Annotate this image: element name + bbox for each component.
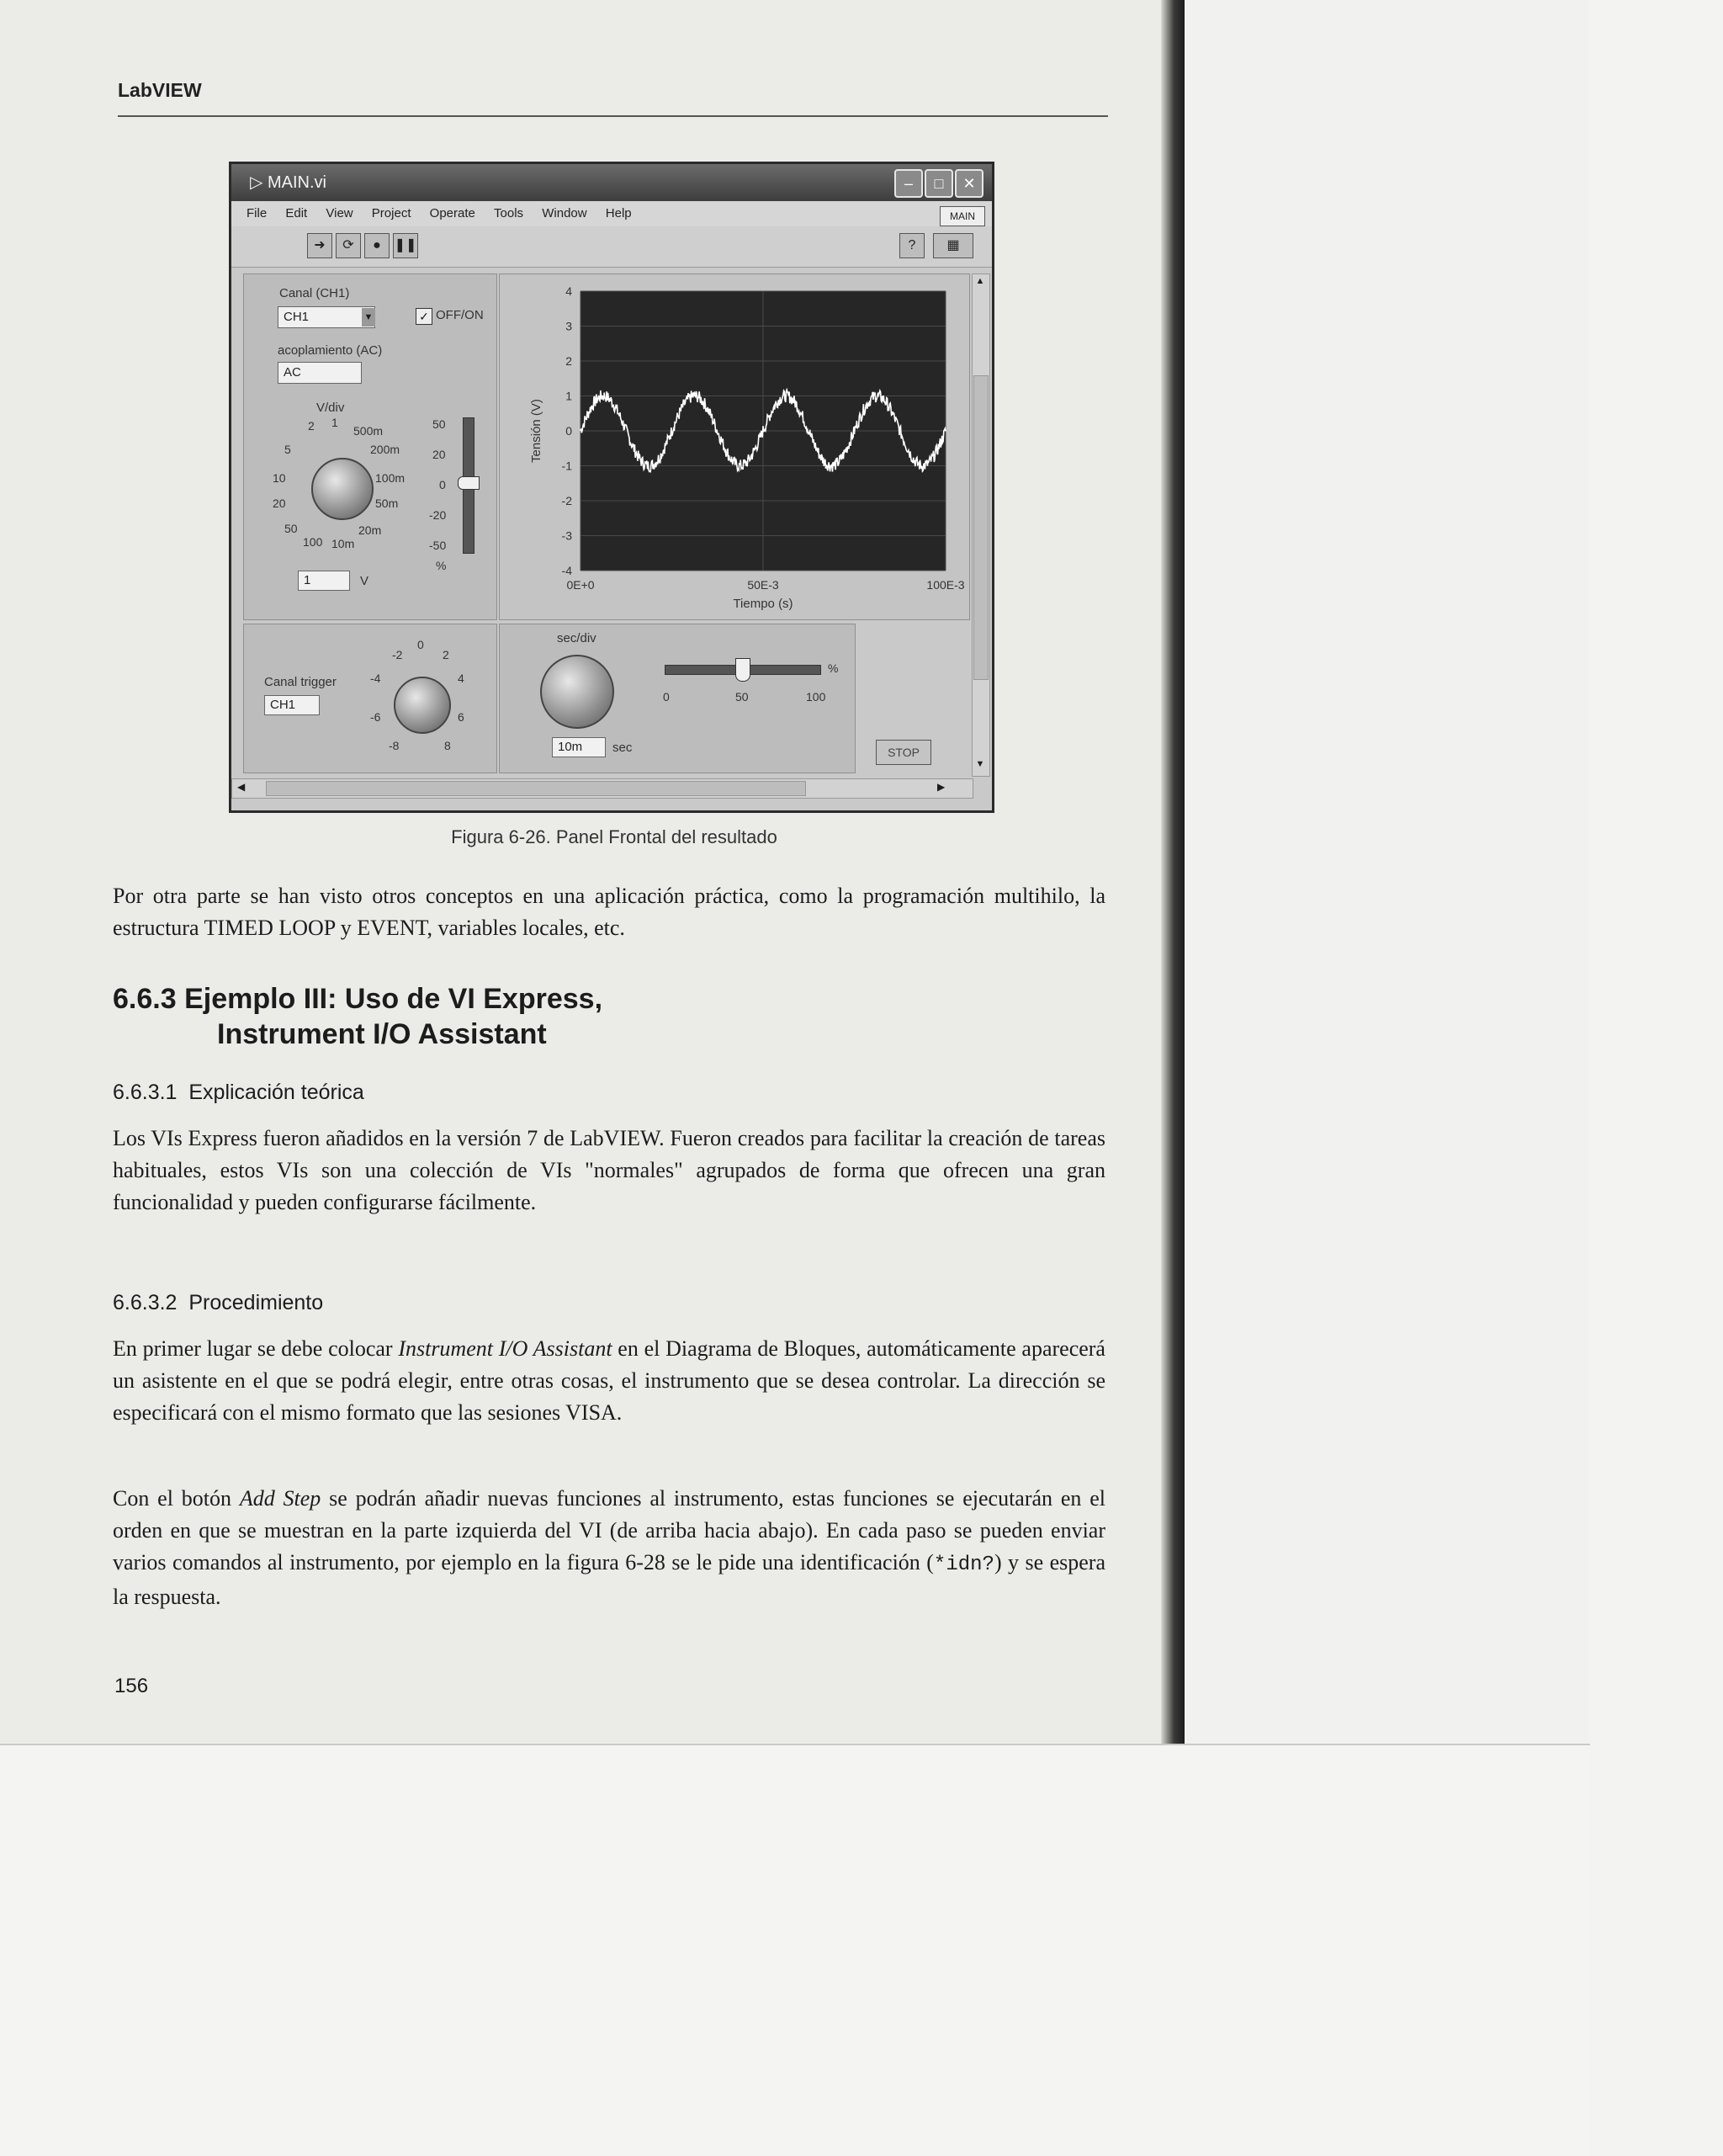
section-title-line2: Instrument I/O Assistant xyxy=(217,1018,547,1050)
connector-pane-icon: ▦ xyxy=(933,233,973,258)
window-title-text: MAIN.vi xyxy=(267,173,326,192)
acoplamiento-label: acoplamiento (AC) xyxy=(278,343,383,358)
scanner-background xyxy=(0,1744,1590,2156)
section-number: 6.6.3 xyxy=(113,983,177,1015)
vdiv-tick: 100m xyxy=(375,471,406,485)
x-axis-label: Tiempo (s) xyxy=(733,597,793,611)
vdiv-tick: 20m xyxy=(358,523,382,537)
vdiv-tick: 1 xyxy=(331,416,338,429)
paragraph-4 xyxy=(113,1483,1105,1613)
offset-unit: % xyxy=(436,559,447,572)
trigger-label: Canal trigger xyxy=(264,675,337,689)
vdiv-tick: 50 xyxy=(284,522,298,535)
trigger-tick: 2 xyxy=(443,648,449,661)
position-tick: 100 xyxy=(806,690,826,704)
window-titlebar xyxy=(231,164,992,201)
paragraph-2: Los VIs Express fueron añadidos en la versión 7 de LabVIEW. Fueron creados para facilitar la creación de tareas habituales, estos VIs son una colección de VIs "normales" agrupados de forma que ofrecen una gran funcionalidad y pueden configurarse fácilmente. xyxy=(113,1126,1105,1214)
y-tick-label: 3 xyxy=(565,319,572,333)
maximize-icon[interactable]: □ xyxy=(925,169,953,198)
facing-page xyxy=(1185,0,1588,1744)
vdiv-tick: 5 xyxy=(284,443,291,456)
trigger-tick: 8 xyxy=(444,739,451,752)
menu-window[interactable]: Window xyxy=(542,206,587,220)
waveform-chart xyxy=(500,274,969,619)
subsection-1-number: 6.6.3.1 xyxy=(113,1081,178,1104)
minimize-icon[interactable]: – xyxy=(894,169,923,198)
vdiv-tick: 10m xyxy=(331,537,355,550)
menu-edit[interactable]: Edit xyxy=(285,206,308,220)
paragraph-3-text: En primer lugar se debe colocar xyxy=(113,1336,399,1361)
subsection-1-title: Explicación teórica xyxy=(188,1081,364,1104)
help-icon[interactable]: ? xyxy=(899,233,925,258)
offset-slider-thumb[interactable] xyxy=(458,476,480,490)
paragraph-4-text-cont: se podrán añadir nuevas funciones al instrumento, estas funciones se ejecutarán en el orden en que se muestran en la parte izquierda del VI (de arriba hacia abajo). En cada paso se pueden enviar varios comandos al instrumento, por ejemplo en la figura 6-28 se le pide una identificación ( xyxy=(113,1486,1105,1575)
vdiv-unit: V xyxy=(360,574,369,588)
position-tick: 0 xyxy=(663,690,670,704)
onoff-label: OFF/ON xyxy=(436,308,484,322)
scroll-up-icon[interactable]: ▲ xyxy=(975,276,985,286)
trigger-tick: 0 xyxy=(417,638,424,651)
paragraph-1: Por otra parte se han visto otros conceptos en una aplicación práctica, como la programación multihilo, la estructura TIMED LOOP y EVENT, variables locales, etc. xyxy=(113,884,1105,940)
position-unit: % xyxy=(828,661,839,675)
menu-operate[interactable]: Operate xyxy=(429,206,475,220)
y-tick-label: -2 xyxy=(561,494,572,507)
y-tick-label: 1 xyxy=(565,389,572,403)
paragraph-4-emphasis: Add Step xyxy=(239,1486,321,1511)
offset-tick: 50 xyxy=(432,417,446,431)
window-title: ▷ MAIN.vi xyxy=(250,173,326,192)
close-icon[interactable]: ✕ xyxy=(955,169,983,198)
offset-tick: -20 xyxy=(429,508,447,522)
subsection-2-title: Procedimiento xyxy=(188,1291,324,1314)
menu-file[interactable]: File xyxy=(247,206,268,220)
subsection-2-number: 6.6.3.2 xyxy=(113,1291,178,1314)
trigger-select[interactable]: CH1 xyxy=(264,695,320,715)
vdiv-label: V/div xyxy=(316,401,345,415)
pause-icon[interactable]: ❚❚ xyxy=(393,233,418,258)
trigger-knob[interactable] xyxy=(394,677,451,734)
canal-select[interactable]: CH1 xyxy=(278,306,375,328)
chart-panel xyxy=(499,273,970,620)
labview-window xyxy=(229,162,994,813)
vdiv-numeric[interactable]: 1 xyxy=(298,571,350,591)
canal-label: Canal (CH1) xyxy=(279,286,350,300)
vdiv-tick: 100 xyxy=(303,535,323,549)
y-axis-label: Tensión (V) xyxy=(529,399,543,463)
run-icon[interactable]: ➜ xyxy=(307,233,332,258)
vdiv-tick: 500m xyxy=(353,424,384,438)
y-tick-label: 4 xyxy=(565,284,572,298)
page-gutter xyxy=(1161,0,1185,1744)
abort-icon[interactable]: ● xyxy=(364,233,390,258)
paragraph-4-text: Con el botón xyxy=(113,1486,240,1511)
figure-caption: Figura 6-26. Panel Frontal del resultado xyxy=(451,826,777,847)
paragraph-3-text-cont: en el Diagrama de Bloques, automáticamente aparecerá un asistente en el que se podrá elegir, entre otras cosas, el instrumento que se desea controlar. La dirección se especificará con el mismo formato que las sesiones VISA. xyxy=(113,1336,1105,1425)
scroll-left-icon[interactable]: ◀ xyxy=(237,781,246,793)
secdiv-numeric[interactable]: 10m xyxy=(552,737,606,757)
timebase-panel xyxy=(499,624,856,773)
trigger-tick: 4 xyxy=(458,672,464,685)
stop-button[interactable]: STOP xyxy=(876,740,931,765)
menu-tools[interactable]: Tools xyxy=(494,206,524,220)
vdiv-tick: 50m xyxy=(375,497,399,510)
offset-tick: 0 xyxy=(439,478,446,491)
offset-tick: 20 xyxy=(432,448,446,461)
paragraph-4-text-end: ) y se espera la respuesta. xyxy=(113,1550,1105,1609)
x-tick-label: 0E+0 xyxy=(566,578,595,592)
vi-icon-badge: MAIN xyxy=(940,206,985,226)
vertical-scrollbar[interactable] xyxy=(972,273,990,777)
section-title-line1: Ejemplo III: Uso de VI Express, xyxy=(184,983,603,1015)
channel-panel xyxy=(243,273,497,620)
menu-bar xyxy=(231,201,992,226)
page-number: 156 xyxy=(114,1675,149,1697)
vdiv-tick: 10 xyxy=(273,471,286,485)
y-tick-label: -4 xyxy=(561,564,572,577)
vdiv-tick: 200m xyxy=(370,443,400,456)
paragraph-3-emphasis: Instrument I/O Assistant xyxy=(398,1336,612,1361)
subsection-heading-2 xyxy=(113,1291,323,1315)
secdiv-knob[interactable] xyxy=(540,655,614,729)
y-tick-label: 0 xyxy=(565,424,572,438)
acoplamiento-ring[interactable]: AC xyxy=(278,362,362,384)
trigger-tick: -8 xyxy=(389,739,400,752)
menu-view[interactable]: View xyxy=(326,206,353,220)
paragraph-4-code: *idn? xyxy=(933,1553,994,1576)
running-header: LabVIEW xyxy=(118,79,202,101)
menu-project[interactable]: Project xyxy=(371,206,411,220)
vdiv-tick: 20 xyxy=(273,497,286,510)
y-tick-label: -1 xyxy=(561,459,572,473)
position-slider-thumb[interactable] xyxy=(735,658,750,682)
trigger-tick: -6 xyxy=(370,710,381,724)
header-rule xyxy=(118,115,1108,117)
run-continuously-icon[interactable]: ⟳ xyxy=(336,233,361,258)
x-tick-label: 50E-3 xyxy=(747,578,779,592)
horizontal-scrollbar[interactable] xyxy=(231,778,973,799)
trigger-panel xyxy=(243,624,497,773)
position-tick: 50 xyxy=(735,690,749,704)
onoff-checkbox[interactable]: ✓ xyxy=(416,308,432,325)
subsection-heading-1 xyxy=(113,1081,364,1105)
y-tick-label: 2 xyxy=(565,354,572,368)
scroll-down-icon[interactable]: ▼ xyxy=(975,759,985,769)
trigger-tick: -2 xyxy=(392,648,403,661)
chevron-down-icon[interactable]: ▼ xyxy=(362,308,375,327)
horizontal-scroll-thumb[interactable] xyxy=(266,781,806,796)
paragraph-3 xyxy=(113,1333,1105,1429)
x-tick-label: 100E-3 xyxy=(926,578,965,592)
trigger-tick: -4 xyxy=(370,672,381,685)
vdiv-tick: 2 xyxy=(308,419,315,433)
vdiv-knob[interactable] xyxy=(311,458,374,520)
trigger-tick: 6 xyxy=(458,710,464,724)
toolbar xyxy=(231,226,992,268)
y-tick-label: -3 xyxy=(561,528,572,543)
menu-help[interactable]: Help xyxy=(605,206,632,220)
secdiv-label: sec/div xyxy=(557,631,596,645)
scroll-right-icon[interactable]: ▶ xyxy=(937,781,946,793)
vertical-scroll-thumb[interactable] xyxy=(973,375,989,680)
secdiv-unit: sec xyxy=(612,741,633,755)
section-heading xyxy=(113,981,602,1052)
offset-tick: -50 xyxy=(429,539,447,552)
